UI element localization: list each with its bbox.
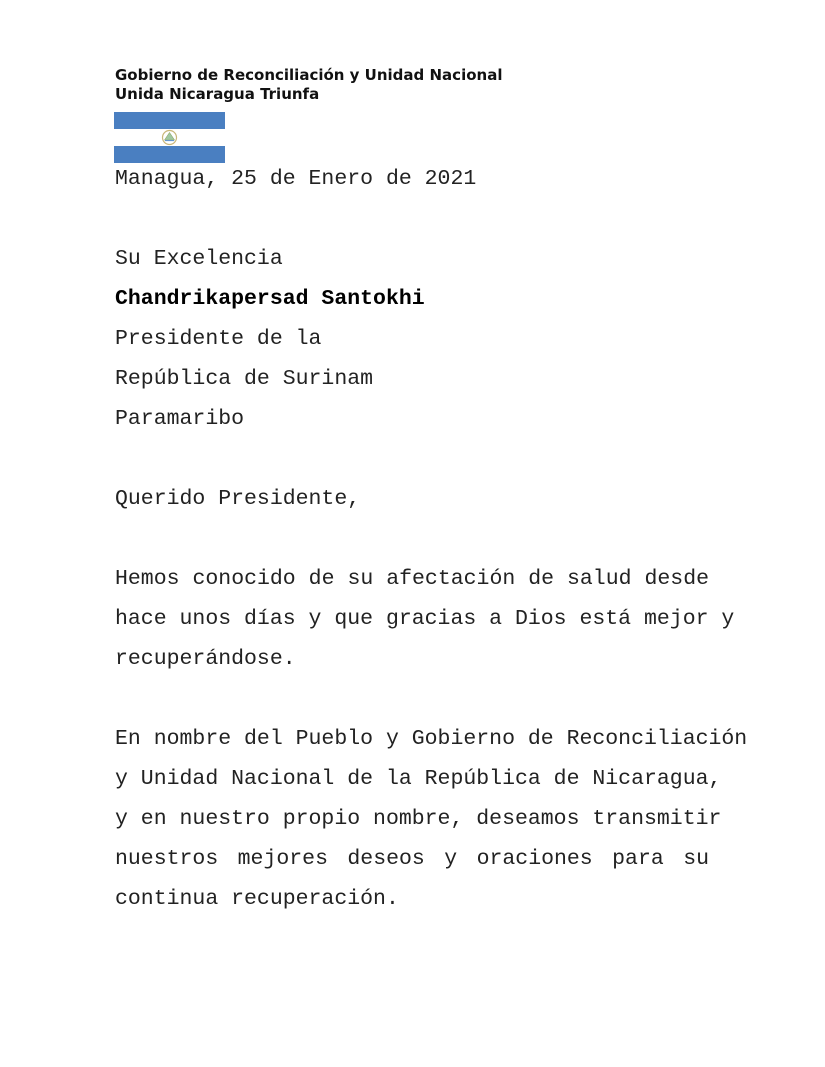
paragraph-line: hace unos días y que gracias a Dios está mejor y <box>115 607 735 631</box>
letterhead-slogan: Unida Nicaragua Triunfa <box>115 85 320 103</box>
paragraph-line: Hemos conocido de su afectación de salud desde <box>115 567 709 591</box>
addressee-title: Su Excelencia <box>115 247 283 271</box>
salutation: Querido Presidente, <box>115 487 361 511</box>
body-paragraph-1 <box>115 564 735 684</box>
addressee-block <box>115 244 425 444</box>
nicaragua-flag-icon <box>114 112 225 163</box>
paragraph-line: y Unidad Nacional de la República de Nicaragua, <box>115 767 722 791</box>
letter-date: Managua, 25 de Enero de 2021 <box>115 167 477 191</box>
letterhead <box>115 66 502 104</box>
paragraph-line: recuperándose. <box>115 647 296 671</box>
addressee-name: Chandrikapersad Santokhi <box>115 287 425 311</box>
addressee-city: Paramaribo <box>115 407 245 431</box>
body-paragraph-2 <box>115 724 748 924</box>
addressee-position-line2: República de Surinam <box>115 367 374 391</box>
paragraph-line: nuestros mejores deseos y oraciones para su <box>115 847 709 871</box>
paragraph-line: En nombre del Pueblo y Gobierno de Reconciliación <box>115 727 748 751</box>
paragraph-line: y en nuestro propio nombre, deseamos transmitir <box>115 807 722 831</box>
addressee-position-line1: Presidente de la <box>115 327 322 351</box>
paragraph-line: continua recuperación. <box>115 887 399 911</box>
letterhead-government-name: Gobierno de Reconciliación y Unidad Nacional <box>115 66 503 84</box>
